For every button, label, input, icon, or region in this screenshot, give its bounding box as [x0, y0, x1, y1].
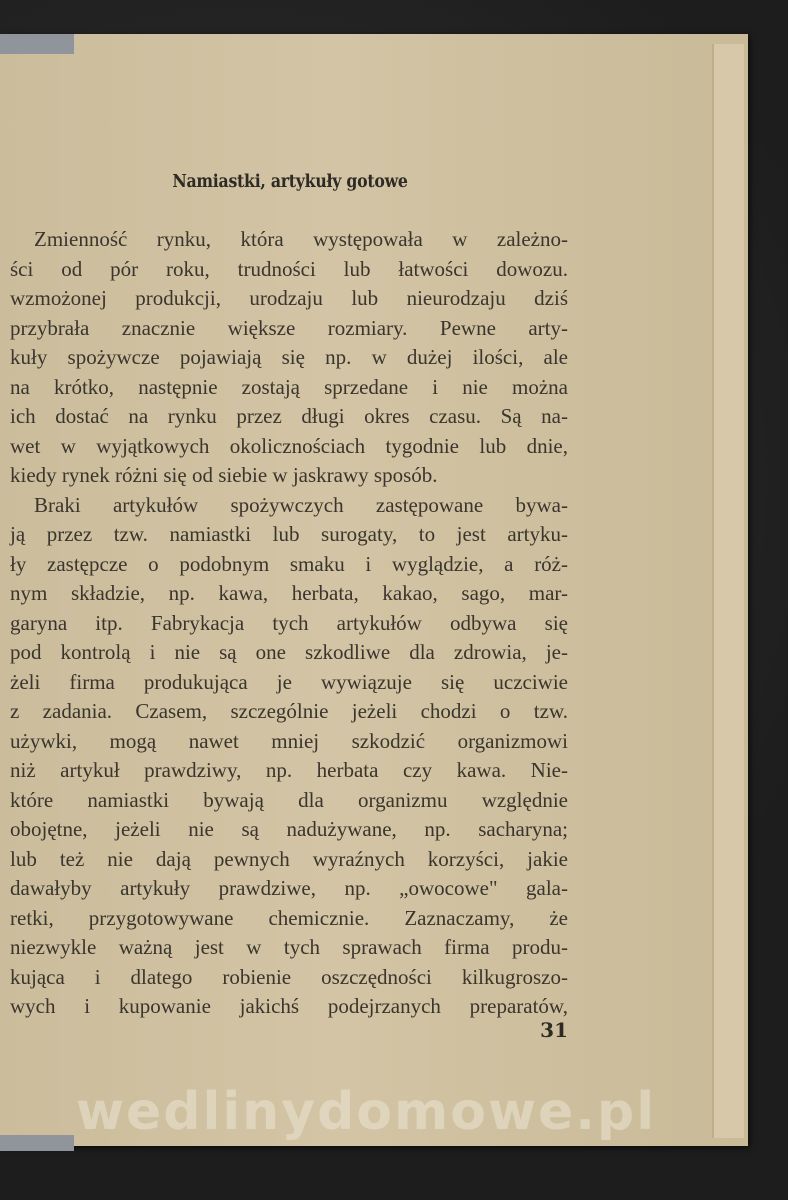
text-line: Zmienność rynku, która występowała w zależno-	[34, 227, 568, 251]
text-line: wych i kupowanie jakichś podejrzanych preparatów,	[10, 994, 568, 1018]
text-line: dawałyby artykuły prawdziwe, np. „owocowe" gala-	[10, 876, 568, 900]
text-line: żeli firma produkująca je wywiązuje się uczciwie	[10, 669, 568, 694]
text-line: niezwykle ważną jest w tych sprawach firma produ-	[10, 935, 568, 959]
text-line: które namiastki bywają dla organizmu względnie	[10, 787, 568, 812]
watermark: wedlinydomowe.pl	[76, 1082, 657, 1142]
text-line: Braki artykułów spożywczych zastępowane bywa-	[34, 492, 568, 517]
text-line: niż artykuł prawdziwy, np. herbata czy kawa. Nie-	[10, 758, 568, 782]
text-line: ły zastępcze o podobnym smaku i wyglądzie, a róż-	[10, 551, 568, 576]
page-edges	[712, 44, 744, 1138]
body-text	[10, 225, 568, 1022]
text-line: używki, mogą nawet mniej szkodzić organizmowi	[10, 728, 568, 753]
text-line: lub też nie dają pewnych wyraźnych korzyści, jakie	[10, 846, 568, 871]
text-line: kiedy rynek różni się od siebie w jaskrawy sposób.	[10, 463, 438, 487]
text-line: retki, przygotowywane chemicznie. Zaznaczamy, że	[10, 905, 568, 930]
text-line: ją przez tzw. namiastki lub surogaty, to jest artyku-	[10, 522, 568, 546]
text-line: przybrała znacznie większe rozmiary. Pewne arty-	[10, 315, 568, 340]
binding-cloth-bottom	[0, 1135, 74, 1151]
text-line: na krótko, następnie zostają sprzedane i nie można	[10, 374, 568, 399]
text-line: nym składzie, np. kawa, herbata, kakao, sago, mar-	[10, 581, 568, 605]
text-line: ści od pór roku, trudności lub łatwości dowozu.	[10, 256, 568, 281]
text-line: z zadania. Czasem, szczególnie jeżeli chodzi o tzw.	[10, 699, 568, 723]
chapter-title: Namiastki, artykuły gotowe	[172, 172, 408, 192]
text-line: wzmożonej produkcji, urodzaju lub nieurodzaju dziś	[10, 286, 568, 310]
text-line: obojętne, jeżeli nie są nadużywane, np. sacharyna;	[10, 817, 568, 841]
text-line: pod kontrolą i nie są one szkodliwe dla zdrowia, je-	[10, 640, 568, 664]
page-number: 31	[540, 1018, 568, 1042]
text-line: ich dostać na rynku przez długi okres czasu. Są na-	[10, 404, 568, 428]
binding-cloth-top	[0, 34, 74, 54]
text-line: wet w wyjątkowych okolicznościach tygodnie lub dnie,	[10, 433, 568, 458]
text-line: kuły spożywcze pojawiają się np. w dużej ilości, ale	[10, 345, 568, 369]
text-line: kująca i dlatego robienie oszczędności kilkugroszo-	[10, 964, 568, 989]
text-line: garyna itp. Fabrykacja tych artykułów odbywa się	[10, 610, 568, 635]
